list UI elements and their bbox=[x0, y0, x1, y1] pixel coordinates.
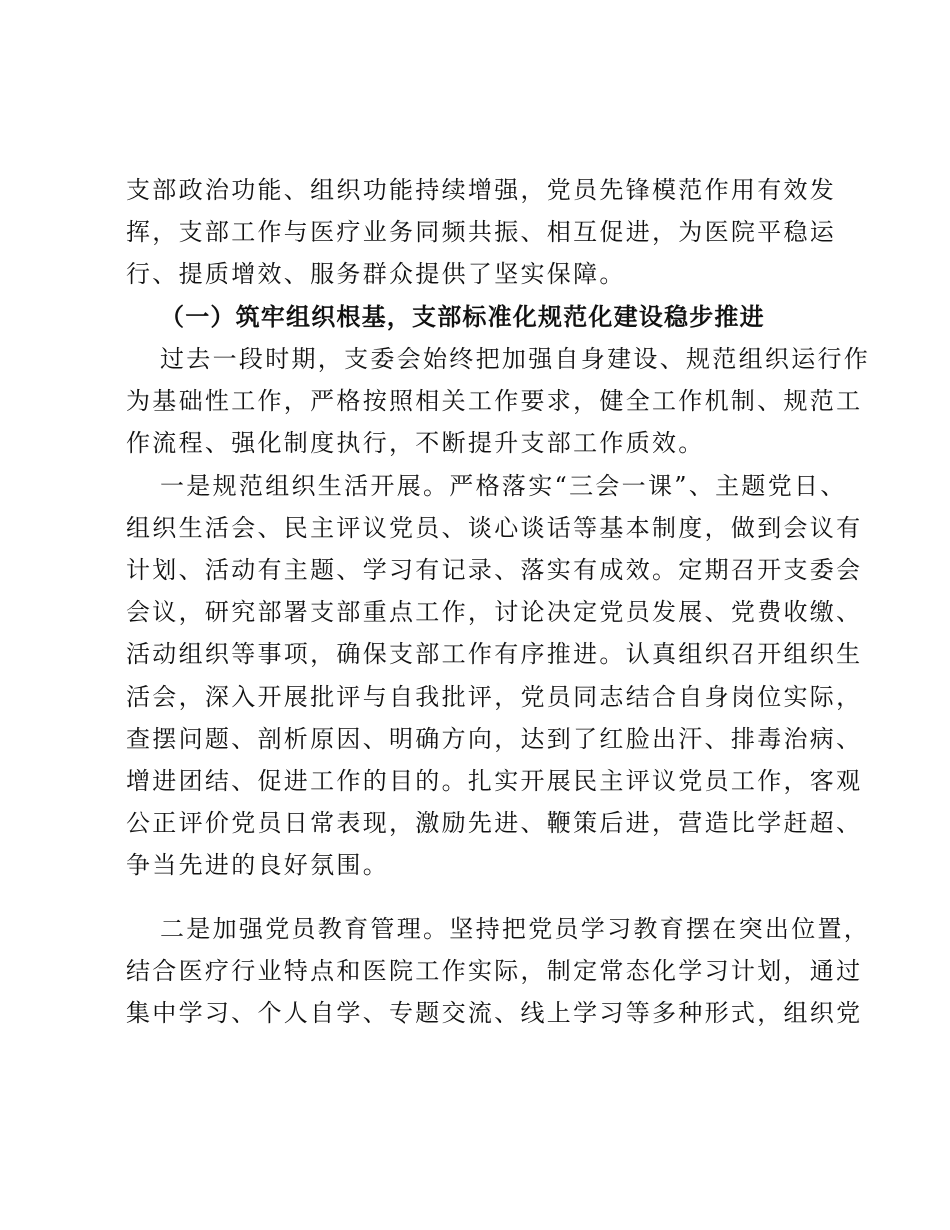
section-heading: （一）筑牢组织根基，支部标准化规范化建设稳步推进 bbox=[160, 302, 765, 331]
paragraph-3-line-4: 会议，研究部署支部重点工作，讨论决定党员发展、党费收缴、 bbox=[126, 598, 863, 626]
paragraph-3-line-3: 计划、活动有主题、学习有记录、落实有成效。定期召开支委会 bbox=[126, 556, 863, 584]
paragraph-1-line-2: 挥，支部工作与医疗业务同频共振、相互促进，为医院平稳运 bbox=[126, 218, 837, 246]
paragraph-4-line-3: 集中学习、个人自学、专题交流、线上学习等多种形式，组织党 bbox=[126, 999, 863, 1027]
paragraph-3-line-8: 增进团结、促进工作的目的。扎实开展民主评议党员工作，客观 bbox=[126, 767, 863, 795]
paragraph-3-line-1: 一是规范组织生活开展。严格落实“三会一课”、主题党日、 bbox=[160, 472, 847, 500]
paragraph-2-line-3: 作流程、强化制度执行，不断提升支部工作质效。 bbox=[126, 429, 705, 457]
paragraph-1-line-3: 行、提质增效、服务群众提供了坚实保障。 bbox=[126, 260, 626, 288]
paragraph-4-line-1: 二是加强党员教育管理。坚持把党员学习教育摆在突出位置， bbox=[160, 915, 871, 943]
paragraph-1-line-1: 支部政治功能、组织功能持续增强，党员先锋模范作用有效发 bbox=[126, 176, 837, 204]
paragraph-4-line-2: 结合医疗行业特点和医院工作实际，制定常态化学习计划，通过 bbox=[126, 957, 863, 985]
paragraph-3-line-2: 组织生活会、民主评议党员、谈心谈话等基本制度，做到会议有 bbox=[126, 514, 863, 542]
paragraph-3-line-7: 查摆问题、剖析原因、明确方向，达到了红脸出汗、排毒治病、 bbox=[126, 725, 863, 753]
paragraph-3-line-9: 公正评价党员日常表现，激励先进、鞭策后进，营造比学赶超、 bbox=[126, 809, 863, 837]
paragraph-3-line-5: 活动组织等事项，确保支部工作有序推进。认真组织召开组织生 bbox=[126, 640, 863, 668]
paragraph-2-line-2: 为基础性工作，严格按照相关工作要求，健全工作机制、规范工 bbox=[126, 387, 863, 415]
paragraph-2-line-1: 过去一段时期，支委会始终把加强自身建设、规范组织运行作 bbox=[160, 345, 871, 373]
paragraph-3-line-10: 争当先进的良好氛围。 bbox=[126, 851, 389, 879]
paragraph-3-line-6: 活会，深入开展批评与自我批评，党员同志结合自身岗位实际， bbox=[126, 683, 863, 711]
